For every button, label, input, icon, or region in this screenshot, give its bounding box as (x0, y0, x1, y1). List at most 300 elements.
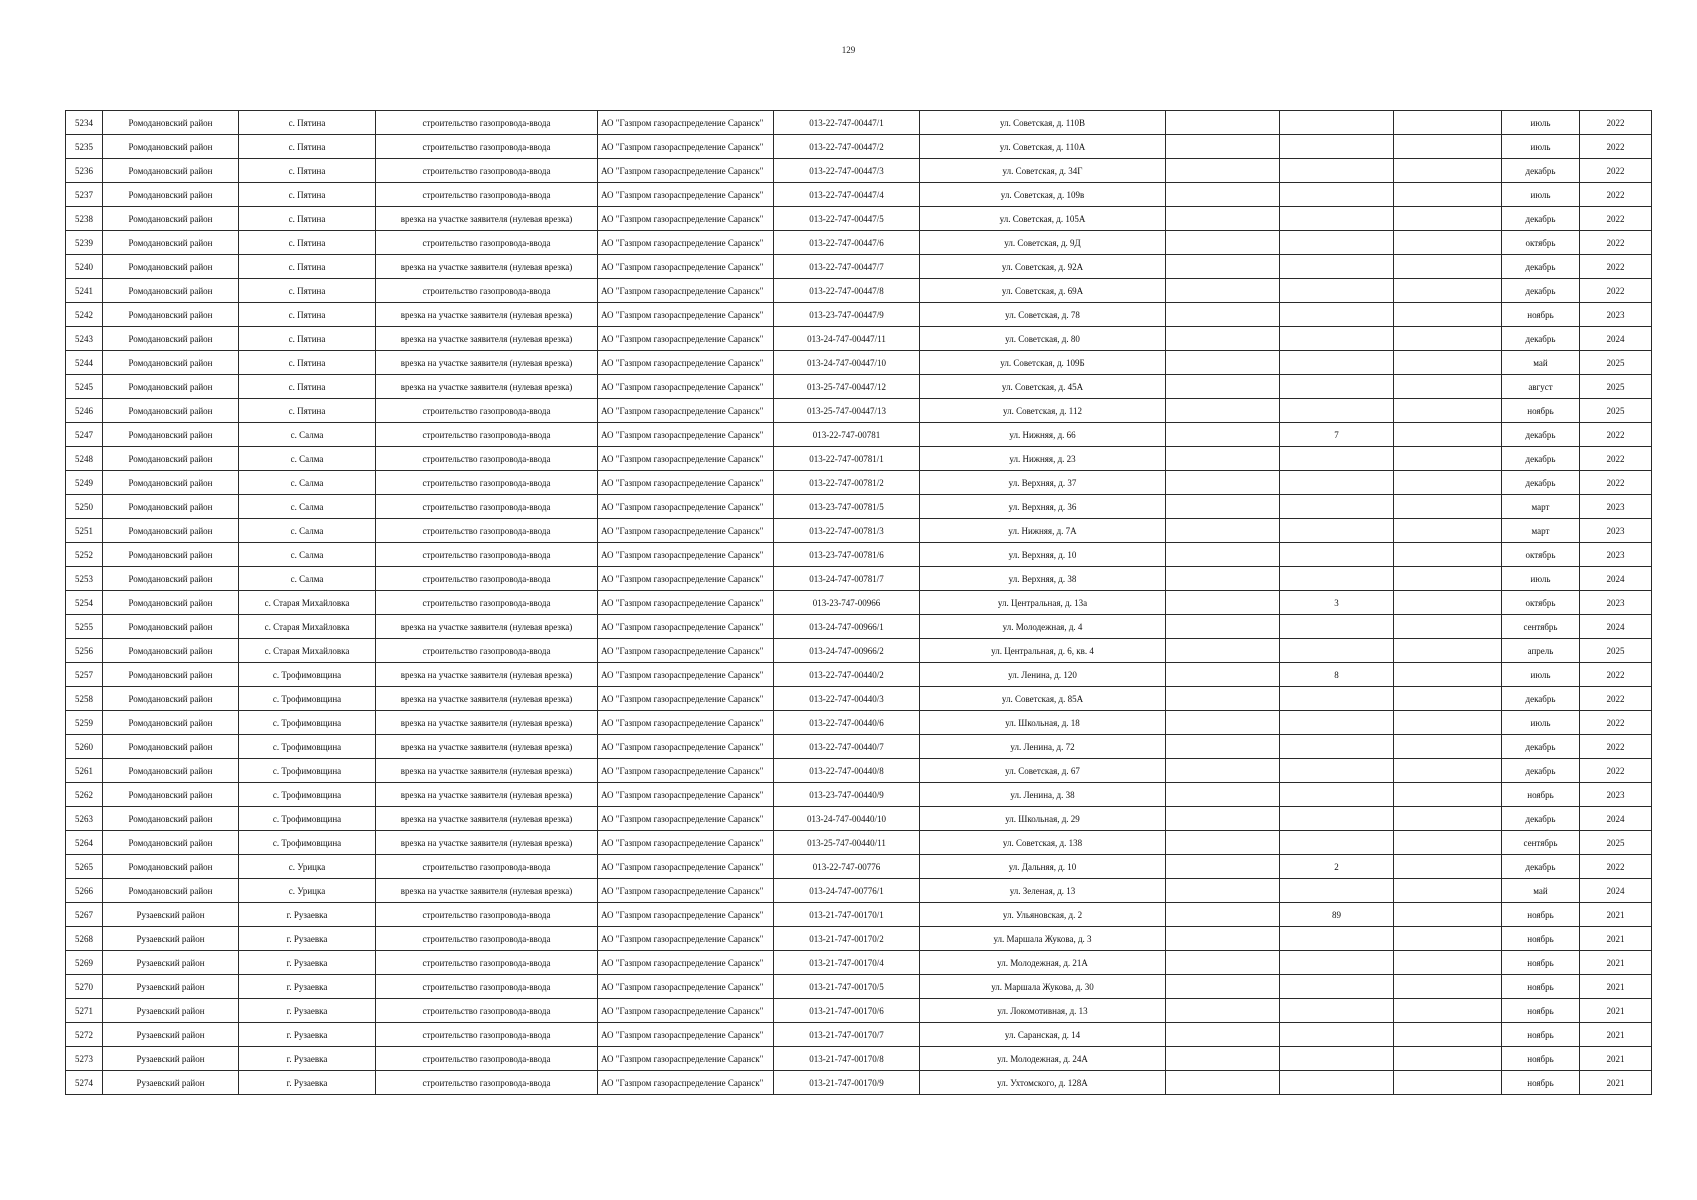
cell-organization: АО "Газпром газораспределение Саранск" (598, 1071, 774, 1095)
cell-address: ул. Ленина, д. 72 (920, 735, 1166, 759)
cell-district: Ромодановский район (103, 807, 239, 831)
table-row (66, 111, 1652, 135)
cell-application-number: 013-24-747-00966/2 (774, 639, 920, 663)
cell-application-number: 013-22-747-00447/5 (774, 207, 920, 231)
cell-organization: АО "Газпром газораспределение Саранск" (598, 447, 774, 471)
cell-organization: АО "Газпром газораспределение Саранск" (598, 903, 774, 927)
cell-row-number: 5237 (66, 183, 103, 207)
cell-row-number: 5271 (66, 999, 103, 1023)
cell-application-number: 013-22-747-00447/8 (774, 279, 920, 303)
cell-row-number: 5244 (66, 351, 103, 375)
cell-settlement: с. Пятина (239, 207, 376, 231)
cell-organization: АО "Газпром газораспределение Саранск" (598, 375, 774, 399)
table-row (66, 423, 1652, 447)
cell-work-type: врезка на участке заявителя (нулевая врезка) (376, 351, 598, 375)
cell-row-number: 5240 (66, 255, 103, 279)
cell-empty-col-a (1166, 999, 1280, 1023)
cell-organization: АО "Газпром газораспределение Саранск" (598, 207, 774, 231)
cell-row-number: 5241 (66, 279, 103, 303)
cell-year: 2023 (1580, 495, 1652, 519)
cell-connections-count (1280, 543, 1394, 567)
cell-row-number: 5273 (66, 1047, 103, 1071)
cell-empty-col-a (1166, 543, 1280, 567)
cell-organization: АО "Газпром газораспределение Саранск" (598, 543, 774, 567)
cell-empty-col-a (1166, 591, 1280, 615)
cell-connections-count (1280, 687, 1394, 711)
cell-empty-col-a (1166, 735, 1280, 759)
cell-empty-col-a (1166, 759, 1280, 783)
cell-organization: АО "Газпром газораспределение Саранск" (598, 807, 774, 831)
cell-organization: АО "Газпром газораспределение Саранск" (598, 591, 774, 615)
cell-work-type: строительство газопровода-ввода (376, 903, 598, 927)
cell-organization: АО "Газпром газораспределение Саранск" (598, 975, 774, 999)
cell-work-type: строительство газопровода-ввода (376, 591, 598, 615)
cell-address: ул. Верхняя, д. 10 (920, 543, 1166, 567)
cell-empty-col-b (1394, 231, 1502, 255)
cell-organization: АО "Газпром газораспределение Саранск" (598, 759, 774, 783)
page-number: 129 (841, 45, 856, 55)
table-row (66, 591, 1652, 615)
cell-organization: АО "Газпром газораспределение Саранск" (598, 519, 774, 543)
cell-row-number: 5250 (66, 495, 103, 519)
cell-connections-count (1280, 351, 1394, 375)
cell-district: Ромодановский район (103, 879, 239, 903)
cell-application-number: 013-22-747-00447/4 (774, 183, 920, 207)
cell-organization: АО "Газпром газораспределение Саранск" (598, 927, 774, 951)
cell-year: 2022 (1580, 111, 1652, 135)
cell-work-type: врезка на участке заявителя (нулевая врезка) (376, 207, 598, 231)
cell-empty-col-b (1394, 735, 1502, 759)
cell-year: 2024 (1580, 567, 1652, 591)
cell-application-number: 013-21-747-00170/7 (774, 1023, 920, 1047)
cell-month: октябрь (1502, 543, 1580, 567)
table-row (66, 279, 1652, 303)
cell-year: 2021 (1580, 1023, 1652, 1047)
cell-empty-col-b (1394, 135, 1502, 159)
cell-organization: АО "Газпром газораспределение Саранск" (598, 183, 774, 207)
cell-district: Ромодановский район (103, 567, 239, 591)
cell-settlement: с. Салма (239, 519, 376, 543)
cell-application-number: 013-23-747-00440/9 (774, 783, 920, 807)
cell-row-number: 5252 (66, 543, 103, 567)
cell-month: июль (1502, 663, 1580, 687)
cell-work-type: врезка на участке заявителя (нулевая врезка) (376, 687, 598, 711)
cell-district: Ромодановский район (103, 495, 239, 519)
cell-month: декабрь (1502, 255, 1580, 279)
table-row (66, 759, 1652, 783)
table-row (66, 519, 1652, 543)
cell-month: декабрь (1502, 471, 1580, 495)
cell-connections-count (1280, 111, 1394, 135)
cell-work-type: строительство газопровода-ввода (376, 399, 598, 423)
cell-settlement: с. Пятина (239, 255, 376, 279)
cell-connections-count: 89 (1280, 903, 1394, 927)
cell-month: декабрь (1502, 423, 1580, 447)
cell-month: сентябрь (1502, 831, 1580, 855)
cell-district: Ромодановский район (103, 831, 239, 855)
cell-empty-col-b (1394, 207, 1502, 231)
table-row (66, 807, 1652, 831)
cell-settlement: г. Рузаевка (239, 1047, 376, 1071)
table-row (66, 687, 1652, 711)
cell-district: Ромодановский район (103, 423, 239, 447)
cell-empty-col-b (1394, 759, 1502, 783)
cell-connections-count (1280, 831, 1394, 855)
cell-empty-col-a (1166, 135, 1280, 159)
table-row (66, 1071, 1652, 1095)
cell-address: ул. Советская, д. 9Д (920, 231, 1166, 255)
cell-district: Рузаевский район (103, 999, 239, 1023)
cell-empty-col-a (1166, 951, 1280, 975)
cell-year: 2022 (1580, 231, 1652, 255)
cell-empty-col-b (1394, 327, 1502, 351)
cell-year: 2022 (1580, 135, 1652, 159)
cell-empty-col-a (1166, 375, 1280, 399)
cell-year: 2024 (1580, 327, 1652, 351)
cell-district: Ромодановский район (103, 279, 239, 303)
cell-settlement: с. Трофимовщина (239, 759, 376, 783)
cell-address: ул. Советская, д. 85А (920, 687, 1166, 711)
cell-month: июль (1502, 567, 1580, 591)
cell-district: Ромодановский район (103, 327, 239, 351)
gasification-registry-table (65, 110, 1652, 1095)
cell-year: 2022 (1580, 759, 1652, 783)
cell-organization: АО "Газпром газораспределение Саранск" (598, 471, 774, 495)
cell-empty-col-a (1166, 519, 1280, 543)
cell-settlement: г. Рузаевка (239, 927, 376, 951)
cell-organization: АО "Газпром газораспределение Саранск" (598, 639, 774, 663)
cell-address: ул. Верхняя, д. 37 (920, 471, 1166, 495)
cell-empty-col-a (1166, 447, 1280, 471)
cell-address: ул. Нижняя, д. 66 (920, 423, 1166, 447)
cell-connections-count (1280, 303, 1394, 327)
cell-empty-col-b (1394, 615, 1502, 639)
cell-district: Ромодановский район (103, 207, 239, 231)
table-row (66, 831, 1652, 855)
cell-empty-col-b (1394, 111, 1502, 135)
cell-empty-col-b (1394, 999, 1502, 1023)
cell-work-type: строительство газопровода-ввода (376, 543, 598, 567)
cell-work-type: строительство газопровода-ввода (376, 855, 598, 879)
cell-empty-col-b (1394, 495, 1502, 519)
cell-empty-col-a (1166, 687, 1280, 711)
cell-empty-col-a (1166, 879, 1280, 903)
cell-empty-col-a (1166, 1023, 1280, 1047)
table-row (66, 495, 1652, 519)
cell-settlement: с. Салма (239, 543, 376, 567)
cell-empty-col-b (1394, 279, 1502, 303)
cell-empty-col-b (1394, 1071, 1502, 1095)
cell-organization: АО "Газпром газораспределение Саранск" (598, 495, 774, 519)
cell-connections-count (1280, 927, 1394, 951)
cell-year: 2022 (1580, 711, 1652, 735)
cell-application-number: 013-21-747-00170/1 (774, 903, 920, 927)
cell-connections-count (1280, 135, 1394, 159)
table-row (66, 639, 1652, 663)
cell-district: Ромодановский район (103, 183, 239, 207)
cell-row-number: 5274 (66, 1071, 103, 1095)
cell-empty-col-b (1394, 855, 1502, 879)
cell-empty-col-b (1394, 351, 1502, 375)
cell-address: ул. Советская, д. 69А (920, 279, 1166, 303)
table-row (66, 999, 1652, 1023)
cell-district: Рузаевский район (103, 1071, 239, 1095)
cell-connections-count (1280, 615, 1394, 639)
cell-address: ул. Маршала Жукова, д. 3 (920, 927, 1166, 951)
cell-district: Ромодановский район (103, 135, 239, 159)
cell-empty-col-a (1166, 927, 1280, 951)
cell-address: ул. Зеленая, д. 13 (920, 879, 1166, 903)
cell-year: 2023 (1580, 303, 1652, 327)
cell-row-number: 5269 (66, 951, 103, 975)
cell-month: декабрь (1502, 687, 1580, 711)
cell-month: июль (1502, 711, 1580, 735)
cell-empty-col-a (1166, 711, 1280, 735)
cell-work-type: врезка на участке заявителя (нулевая врезка) (376, 303, 598, 327)
cell-empty-col-a (1166, 783, 1280, 807)
cell-district: Ромодановский район (103, 663, 239, 687)
cell-district: Ромодановский район (103, 519, 239, 543)
cell-settlement: с. Трофимовщина (239, 807, 376, 831)
cell-organization: АО "Газпром газораспределение Саранск" (598, 159, 774, 183)
cell-organization: АО "Газпром газораспределение Саранск" (598, 303, 774, 327)
cell-settlement: г. Рузаевка (239, 951, 376, 975)
cell-year: 2021 (1580, 999, 1652, 1023)
cell-work-type: строительство газопровода-ввода (376, 1047, 598, 1071)
cell-district: Ромодановский район (103, 471, 239, 495)
cell-month: декабрь (1502, 279, 1580, 303)
cell-work-type: врезка на участке заявителя (нулевая врезка) (376, 759, 598, 783)
cell-empty-col-b (1394, 975, 1502, 999)
cell-application-number: 013-24-747-00966/1 (774, 615, 920, 639)
cell-settlement: с. Пятина (239, 231, 376, 255)
table-row (66, 615, 1652, 639)
cell-year: 2025 (1580, 399, 1652, 423)
cell-application-number: 013-25-747-00447/13 (774, 399, 920, 423)
table-row (66, 159, 1652, 183)
cell-row-number: 5251 (66, 519, 103, 543)
cell-address: ул. Советская, д. 105А (920, 207, 1166, 231)
table-row (66, 351, 1652, 375)
table-row (66, 927, 1652, 951)
cell-settlement: с. Старая Михайловка (239, 639, 376, 663)
cell-month: декабрь (1502, 327, 1580, 351)
cell-district: Рузаевский район (103, 975, 239, 999)
table-row (66, 231, 1652, 255)
cell-application-number: 013-24-747-00776/1 (774, 879, 920, 903)
cell-empty-col-b (1394, 903, 1502, 927)
cell-connections-count (1280, 975, 1394, 999)
cell-month: декабрь (1502, 807, 1580, 831)
cell-empty-col-a (1166, 855, 1280, 879)
cell-row-number: 5263 (66, 807, 103, 831)
cell-organization: АО "Газпром газораспределение Саранск" (598, 327, 774, 351)
cell-year: 2021 (1580, 1047, 1652, 1071)
cell-application-number: 013-21-747-00170/4 (774, 951, 920, 975)
cell-district: Ромодановский район (103, 159, 239, 183)
cell-work-type: врезка на участке заявителя (нулевая врезка) (376, 807, 598, 831)
cell-district: Ромодановский район (103, 783, 239, 807)
cell-address: ул. Верхняя, д. 38 (920, 567, 1166, 591)
cell-month: ноябрь (1502, 975, 1580, 999)
cell-work-type: строительство газопровода-ввода (376, 159, 598, 183)
cell-month: декабрь (1502, 759, 1580, 783)
cell-address: ул. Саранская, д. 14 (920, 1023, 1166, 1047)
cell-month: май (1502, 351, 1580, 375)
cell-settlement: с. Трофимовщина (239, 663, 376, 687)
table-row (66, 471, 1652, 495)
cell-month: ноябрь (1502, 951, 1580, 975)
cell-work-type: врезка на участке заявителя (нулевая врезка) (376, 735, 598, 759)
cell-work-type: строительство газопровода-ввода (376, 231, 598, 255)
cell-year: 2021 (1580, 927, 1652, 951)
cell-address: ул. Верхняя, д. 36 (920, 495, 1166, 519)
cell-connections-count (1280, 1071, 1394, 1095)
cell-district: Рузаевский район (103, 1023, 239, 1047)
cell-application-number: 013-23-747-00781/6 (774, 543, 920, 567)
cell-month: ноябрь (1502, 1047, 1580, 1071)
cell-address: ул. Центральная, д. 13а (920, 591, 1166, 615)
cell-empty-col-b (1394, 951, 1502, 975)
cell-organization: АО "Газпром газораспределение Саранск" (598, 999, 774, 1023)
cell-connections-count (1280, 327, 1394, 351)
cell-row-number: 5246 (66, 399, 103, 423)
cell-district: Ромодановский район (103, 759, 239, 783)
cell-empty-col-a (1166, 303, 1280, 327)
cell-year: 2023 (1580, 783, 1652, 807)
cell-empty-col-a (1166, 399, 1280, 423)
cell-work-type: строительство газопровода-ввода (376, 975, 598, 999)
cell-month: июль (1502, 135, 1580, 159)
cell-work-type: врезка на участке заявителя (нулевая врезка) (376, 375, 598, 399)
cell-district: Ромодановский район (103, 351, 239, 375)
cell-month: март (1502, 495, 1580, 519)
cell-connections-count (1280, 1023, 1394, 1047)
cell-application-number: 013-24-747-00440/10 (774, 807, 920, 831)
cell-address: ул. Молодежная, д. 24А (920, 1047, 1166, 1071)
cell-organization: АО "Газпром газораспределение Саранск" (598, 783, 774, 807)
cell-connections-count (1280, 183, 1394, 207)
table-row (66, 663, 1652, 687)
cell-settlement: с. Урицка (239, 855, 376, 879)
cell-application-number: 013-22-747-00447/7 (774, 255, 920, 279)
cell-work-type: строительство газопровода-ввода (376, 639, 598, 663)
cell-work-type: врезка на участке заявителя (нулевая врезка) (376, 327, 598, 351)
cell-empty-col-b (1394, 927, 1502, 951)
cell-row-number: 5256 (66, 639, 103, 663)
cell-empty-col-a (1166, 1047, 1280, 1071)
cell-address: ул. Ленина, д. 38 (920, 783, 1166, 807)
cell-year: 2022 (1580, 735, 1652, 759)
cell-connections-count (1280, 231, 1394, 255)
cell-empty-col-b (1394, 591, 1502, 615)
cell-empty-col-b (1394, 375, 1502, 399)
cell-empty-col-b (1394, 639, 1502, 663)
cell-work-type: строительство газопровода-ввода (376, 519, 598, 543)
cell-work-type: строительство газопровода-ввода (376, 495, 598, 519)
table-row (66, 903, 1652, 927)
cell-settlement: с. Пятина (239, 303, 376, 327)
cell-empty-col-a (1166, 351, 1280, 375)
cell-work-type: строительство газопровода-ввода (376, 951, 598, 975)
cell-settlement: с. Трофимовщина (239, 711, 376, 735)
cell-address: ул. Советская, д. 92А (920, 255, 1166, 279)
cell-work-type: строительство газопровода-ввода (376, 423, 598, 447)
cell-empty-col-b (1394, 663, 1502, 687)
cell-settlement: с. Пятина (239, 135, 376, 159)
cell-application-number: 013-24-747-00781/7 (774, 567, 920, 591)
cell-settlement: с. Трофимовщина (239, 783, 376, 807)
cell-district: Ромодановский район (103, 735, 239, 759)
cell-row-number: 5259 (66, 711, 103, 735)
cell-year: 2022 (1580, 255, 1652, 279)
cell-organization: АО "Газпром газораспределение Саранск" (598, 855, 774, 879)
cell-work-type: строительство газопровода-ввода (376, 135, 598, 159)
cell-address: ул. Советская, д. 34Г (920, 159, 1166, 183)
cell-address: ул. Школьная, д. 18 (920, 711, 1166, 735)
cell-year: 2021 (1580, 975, 1652, 999)
table-row (66, 327, 1652, 351)
cell-district: Ромодановский район (103, 231, 239, 255)
cell-connections-count (1280, 807, 1394, 831)
cell-month: октябрь (1502, 591, 1580, 615)
cell-application-number: 013-24-747-00447/10 (774, 351, 920, 375)
cell-connections-count (1280, 735, 1394, 759)
cell-address: ул. Советская, д. 112 (920, 399, 1166, 423)
cell-row-number: 5245 (66, 375, 103, 399)
cell-application-number: 013-22-747-00447/6 (774, 231, 920, 255)
cell-month: июль (1502, 111, 1580, 135)
cell-work-type: врезка на участке заявителя (нулевая врезка) (376, 663, 598, 687)
cell-empty-col-b (1394, 543, 1502, 567)
cell-empty-col-b (1394, 447, 1502, 471)
cell-row-number: 5264 (66, 831, 103, 855)
cell-work-type: врезка на участке заявителя (нулевая врезка) (376, 783, 598, 807)
cell-connections-count (1280, 639, 1394, 663)
cell-organization: АО "Газпром газораспределение Саранск" (598, 663, 774, 687)
cell-month: декабрь (1502, 207, 1580, 231)
cell-row-number: 5254 (66, 591, 103, 615)
cell-month: октябрь (1502, 231, 1580, 255)
cell-work-type: врезка на участке заявителя (нулевая врезка) (376, 879, 598, 903)
cell-connections-count: 2 (1280, 855, 1394, 879)
cell-application-number: 013-25-747-00447/12 (774, 375, 920, 399)
cell-month: декабрь (1502, 855, 1580, 879)
cell-settlement: с. Пятина (239, 375, 376, 399)
cell-application-number: 013-23-747-00447/9 (774, 303, 920, 327)
cell-row-number: 5249 (66, 471, 103, 495)
cell-application-number: 013-22-747-00447/2 (774, 135, 920, 159)
table-row (66, 399, 1652, 423)
cell-empty-col-b (1394, 567, 1502, 591)
cell-year: 2021 (1580, 903, 1652, 927)
cell-settlement: г. Рузаевка (239, 1023, 376, 1047)
table-row (66, 183, 1652, 207)
cell-empty-col-a (1166, 663, 1280, 687)
cell-application-number: 013-22-747-00440/7 (774, 735, 920, 759)
cell-application-number: 013-22-747-00440/2 (774, 663, 920, 687)
cell-empty-col-b (1394, 159, 1502, 183)
cell-empty-col-a (1166, 1071, 1280, 1095)
cell-month: ноябрь (1502, 927, 1580, 951)
cell-empty-col-a (1166, 111, 1280, 135)
cell-work-type: врезка на участке заявителя (нулевая врезка) (376, 615, 598, 639)
cell-application-number: 013-22-747-00440/6 (774, 711, 920, 735)
table-row (66, 543, 1652, 567)
cell-year: 2025 (1580, 375, 1652, 399)
cell-empty-col-b (1394, 303, 1502, 327)
table-row (66, 879, 1652, 903)
